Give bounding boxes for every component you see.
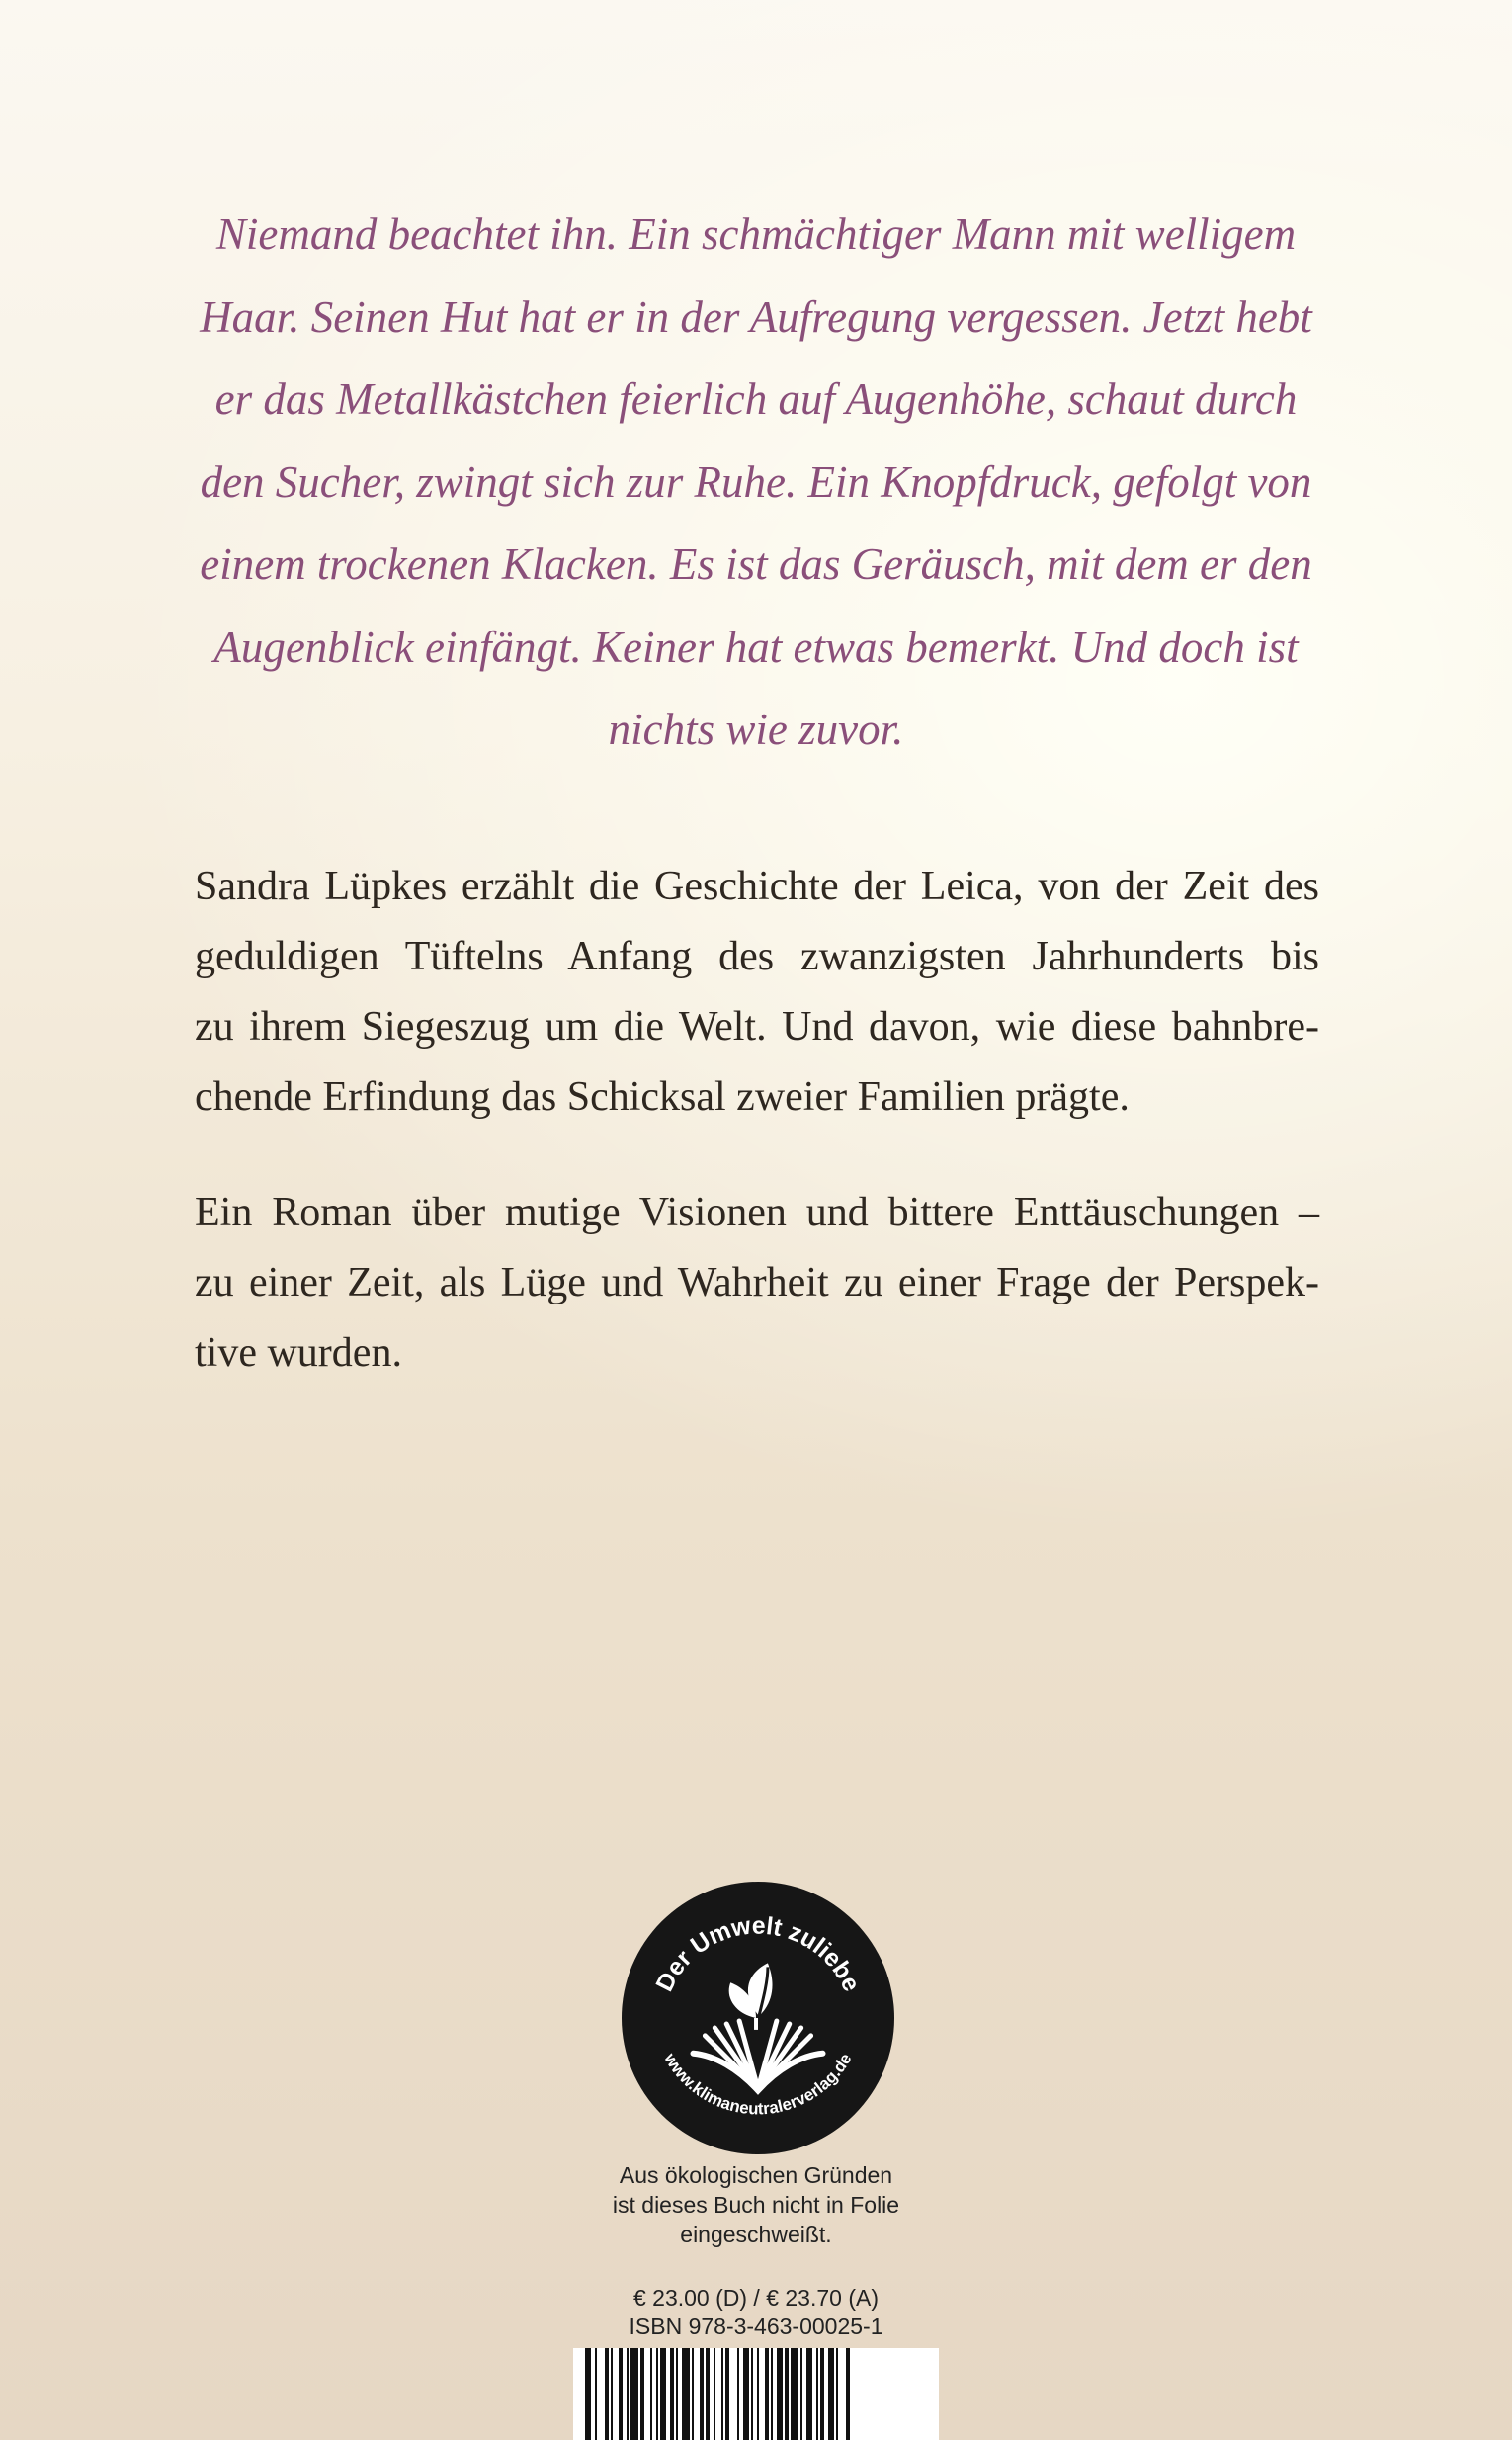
barcode-bar <box>757 2348 759 2440</box>
barcode-bar <box>751 2348 753 2440</box>
barcode-bar <box>706 2348 710 2440</box>
barcode-bar <box>846 2348 850 2440</box>
eco-note-line: Aus ökologischen Gründen <box>619 2162 893 2188</box>
barcode-bar <box>820 2348 824 2440</box>
barcode-bar <box>619 2348 623 2440</box>
quote-line: Haar. Seinen Hut hat er in der Aufregung vergessen. Jetzt hebt <box>200 292 1312 342</box>
quote-line: er das Metallkästchen feierlich auf Augenhöhe, schaut durch <box>214 375 1298 424</box>
barcode-bar <box>660 2348 666 2440</box>
barcode-bar <box>777 2348 783 2440</box>
paragraph-line: chende Erfindung das Schicksal zweier Familien prägte. <box>195 1074 1130 1120</box>
barcode-bar <box>627 2348 629 2440</box>
barcode <box>573 2348 939 2440</box>
barcode-bar <box>785 2348 789 2440</box>
barcode-bar <box>595 2348 597 2440</box>
paragraph-line: geduldigen Tüftelns Anfang des zwanzigsten Jahrhunderts bis <box>195 934 1319 979</box>
quote-line: den Sucher, zwingt sich zur Ruhe. Ein Knopfdruck, gefolgt von <box>200 457 1312 507</box>
barcode-bar <box>611 2348 613 2440</box>
barcode-bar <box>700 2348 704 2440</box>
barcode-bar <box>828 2348 834 2440</box>
paragraph-line: zu ihrem Siegeszug um die Welt. Und davon, wie diese bahnbre- <box>195 1004 1319 1050</box>
eco-note-line: eingeschweißt. <box>680 2222 832 2247</box>
eco-note-line: ist dieses Buch nicht in Folie <box>612 2192 900 2218</box>
climate-neutral-seal <box>621 1881 895 2155</box>
quote-line: Niemand beachtet ihn. Ein schmächtiger Mann mit welligem <box>215 210 1297 259</box>
barcode-bar <box>771 2348 773 2440</box>
barcode-bar <box>806 2348 812 2440</box>
paragraph-line: tive wurden. <box>195 1330 402 1376</box>
barcode-bar <box>605 2348 609 2440</box>
quote-line: einem trockenen Klacken. Es ist das Geräusch, mit dem er den <box>200 540 1312 589</box>
paragraph-line: Ein Roman über mutige Visionen und bittere Enttäuschungen – <box>195 1190 1319 1235</box>
barcode-bar <box>791 2348 798 2440</box>
barcode-bar <box>800 2348 802 2440</box>
seal-bottom-text: www.klimaneutralerverlag.de <box>660 2050 856 2119</box>
barcode-bar <box>670 2348 674 2440</box>
description-paragraph-2 <box>195 1178 1319 1388</box>
barcode-bar <box>640 2348 644 2440</box>
barcode-bar <box>836 2348 838 2440</box>
quote-line: Augenblick einfängt. Keiner hat etwas bemerkt. Und doch ist <box>213 622 1299 672</box>
barcode-bar <box>630 2348 638 2440</box>
price-block <box>558 2284 954 2341</box>
barcode-bar <box>743 2348 749 2440</box>
barcode-bar <box>737 2348 739 2440</box>
barcode-bar <box>650 2348 652 2440</box>
price: € 23.00 (D) / € 23.70 (A) <box>632 2285 879 2311</box>
blurb-quote <box>188 194 1324 772</box>
paragraph-line: Sandra Lüpkes erzählt die Geschichte der Leica, von der Zeit des <box>195 864 1319 909</box>
barcode-bar <box>692 2348 694 2440</box>
barcode-bar <box>721 2348 723 2440</box>
eco-note <box>558 2160 954 2249</box>
barcode-bar <box>725 2348 729 2440</box>
barcode-bar <box>656 2348 658 2440</box>
barcode-bar <box>585 2348 591 2440</box>
barcode-bar <box>676 2348 678 2440</box>
isbn: ISBN 978-3-463-00025-1 <box>629 2314 883 2339</box>
description-paragraph-1 <box>195 852 1319 1133</box>
barcode-bar <box>714 2348 715 2440</box>
barcode-bar <box>682 2348 690 2440</box>
quote-line: nichts wie zuvor. <box>608 705 904 754</box>
paragraph-line: zu einer Zeit, als Lüge und Wahrheit zu einer Frage der Perspek- <box>195 1260 1319 1305</box>
seal-top-text: Der Umwelt zuliebe <box>651 1912 865 1996</box>
barcode-bar <box>816 2348 818 2440</box>
barcode-bar <box>765 2348 769 2440</box>
